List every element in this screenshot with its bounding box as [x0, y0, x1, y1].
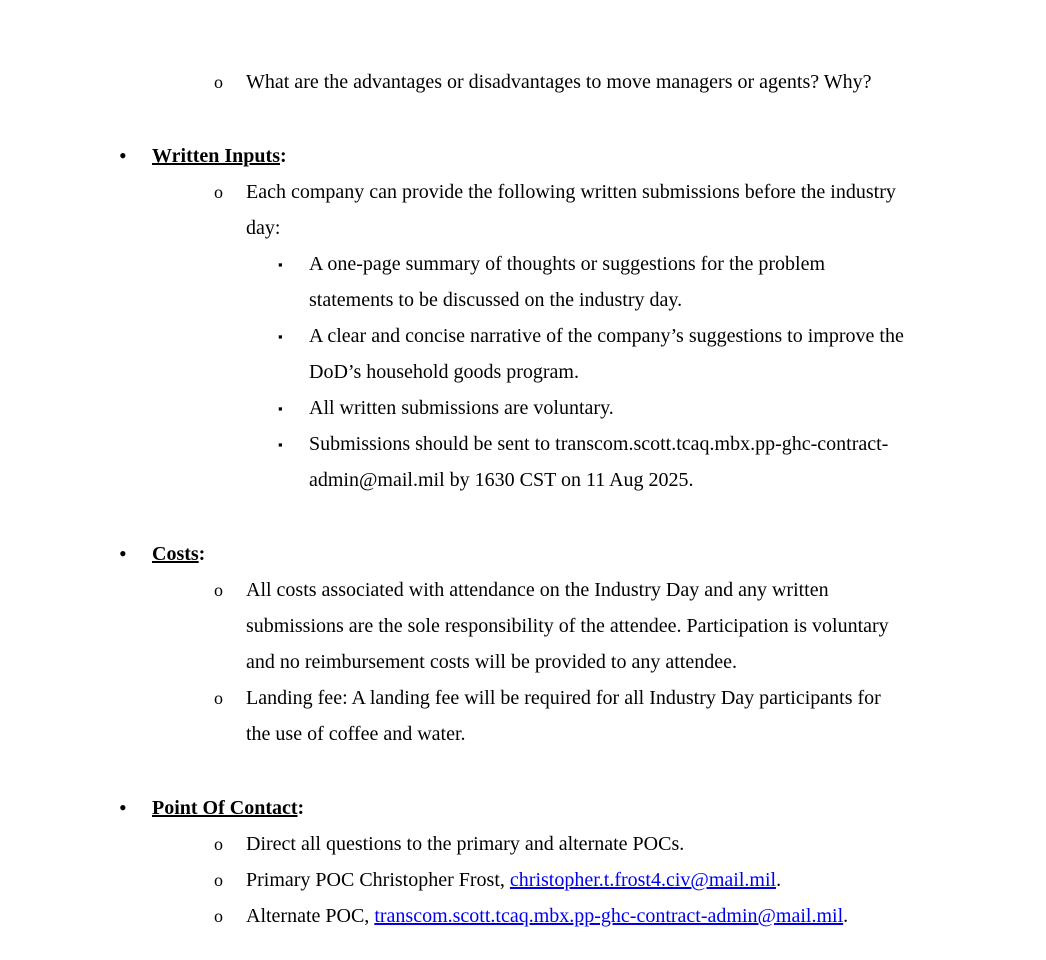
paragraph-line: Landing fee: A landing fee will be required for all Industry Day participants for: [246, 687, 881, 709]
paragraph-line: [246, 868, 781, 892]
paragraph-line: day:: [246, 217, 281, 239]
paragraph-line: Each company can provide the following written submissions before the industry: [246, 181, 896, 203]
paragraph-line: statements to be discussed on the industry day.: [309, 289, 683, 311]
dot-bullet: •: [119, 541, 127, 566]
primary-poc-email-link[interactable]: christopher.t.frost4.civ@mail.mil: [509, 869, 777, 891]
circle-bullet: o: [214, 688, 223, 708]
period: .: [776, 869, 782, 891]
section-heading-written-inputs: [152, 144, 287, 168]
dot-bullet: •: [119, 143, 127, 168]
poc-alternate-label: Alternate POC,: [246, 905, 375, 927]
circle-bullet: o: [214, 72, 223, 92]
circle-bullet: o: [214, 182, 223, 202]
paragraph-line: the use of coffee and water.: [246, 723, 466, 745]
paragraph-line: submissions are the sole responsibility of the attendee. Participation is voluntary: [246, 615, 889, 637]
circle-bullet: o: [214, 906, 223, 926]
square-bullet: ▪: [278, 257, 283, 272]
paragraph-line: admin@mail.mil by 1630 CST on 11 Aug 2025.: [309, 469, 694, 491]
square-bullet: ▪: [278, 437, 283, 452]
heading-text: Point Of Contact: [152, 797, 298, 819]
paragraph-line: and no reimbursement costs will be provided to any attendee.: [246, 651, 737, 673]
heading-text: Written Inputs: [152, 145, 280, 167]
paragraph-line: [246, 904, 848, 928]
heading-colon: :: [198, 543, 206, 565]
paragraph-line: DoD’s household goods program.: [309, 361, 579, 383]
heading-colon: :: [297, 797, 305, 819]
square-bullet: ▪: [278, 401, 283, 416]
paragraph-line: A one-page summary of thoughts or suggestions for the problem: [309, 253, 826, 275]
circle-bullet: o: [214, 870, 223, 890]
heading-text: Costs: [152, 543, 199, 565]
poc-primary-label: Primary POC Christopher Frost,: [246, 869, 510, 891]
circle-bullet: o: [214, 834, 223, 854]
section-heading-costs: [152, 542, 205, 566]
dot-bullet: •: [119, 795, 127, 820]
circle-bullet: o: [214, 580, 223, 600]
paragraph-line: All written submissions are voluntary.: [309, 397, 614, 419]
section-heading-point-of-contact: [152, 796, 304, 820]
paragraph-line: All costs associated with attendance on the Industry Day and any written: [246, 579, 829, 601]
paragraph-line: Direct all questions to the primary and alternate POCs.: [246, 833, 685, 855]
period: .: [843, 905, 849, 927]
heading-colon: :: [280, 145, 287, 167]
square-bullet: ▪: [278, 329, 283, 344]
paragraph-line: A clear and concise narrative of the company’s suggestions to improve the: [309, 325, 904, 347]
question-text: What are the advantages or disadvantages to move managers or agents? Why?: [246, 71, 872, 93]
paragraph-line: Submissions should be sent to transcom.scott.tcaq.mbx.pp-ghc-contract-: [309, 433, 889, 455]
alternate-poc-email-link[interactable]: transcom.scott.tcaq.mbx.pp-ghc-contract-admin@mail.mil: [374, 905, 844, 927]
